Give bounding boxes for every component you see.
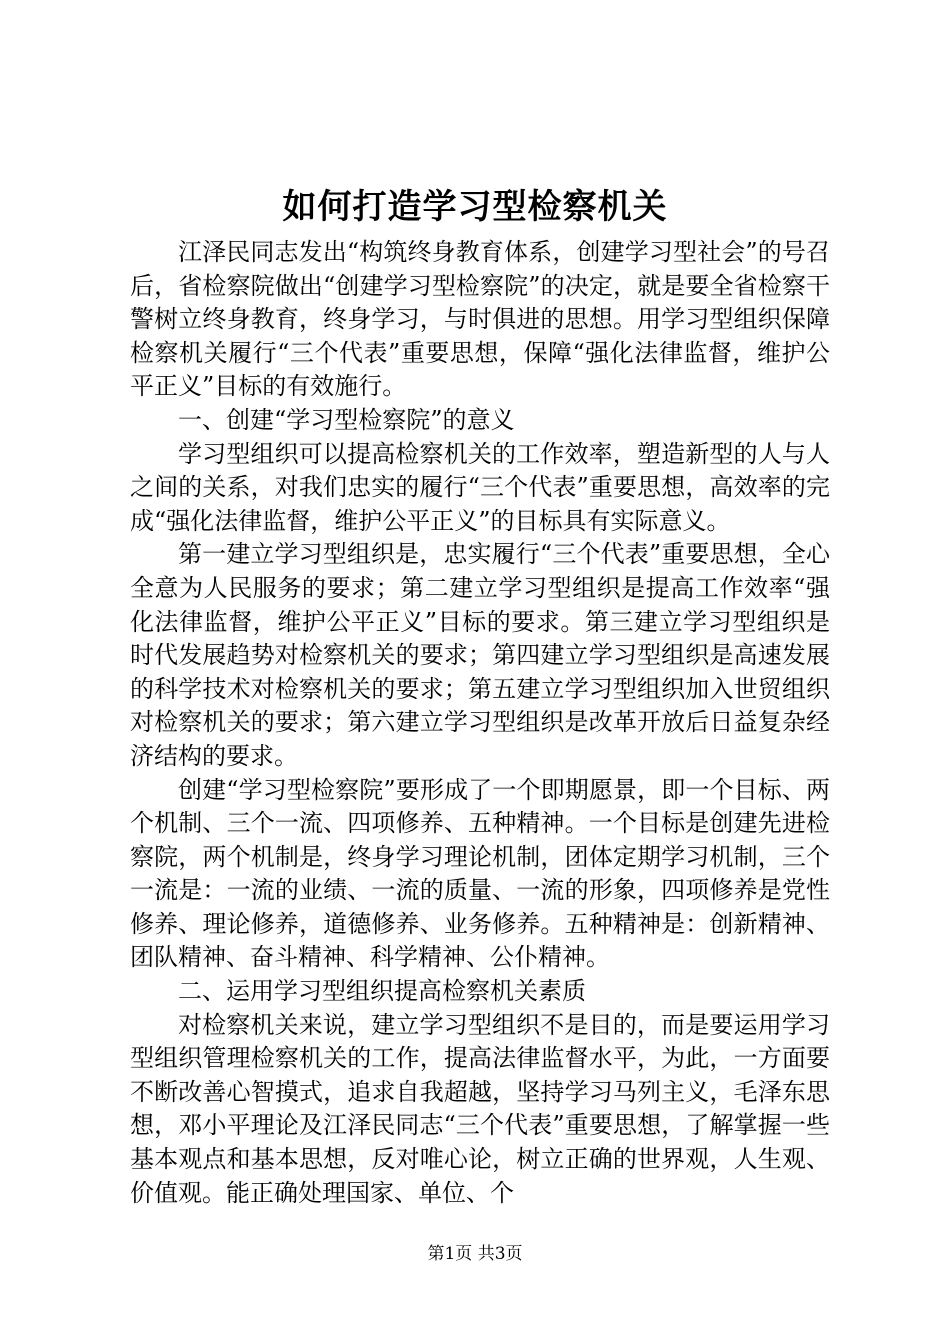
document-body (130, 236, 830, 1210)
section-heading-2: 二、运用学习型组织提高检察机关素质 (178, 977, 586, 1006)
paragraph-application: 对检察机关来说，建立学习型组织不是目的，而是要运用学习型组织管理检察机关的工作，提高法律监督水平，为此，一方面要不断改善心智摸式，追求自我超越，坚持学习马列主义，毛泽东思想，邓小平理论及江泽民同志“三个代表”重要思想，了解掌握一些基本观点和基本思想，反对唯心论，树立正确的世界观，人生观、价值观。能正确处理国家、单位、个 (130, 1010, 830, 1207)
document-title: 如何打造学习型检察机关 (282, 187, 668, 227)
paragraph-intro: 江泽民同志发出“构筑终身教育体系，创建学习型社会”的号召后，省检察院做出“创建学习型检察院”的决定，就是要全省检察干警树立终身教育，终身学习，与时俱进的思想。用学习型组织保障检察机关履行“三个代表”重要思想，保障“强化法律监督，维护公平正义”目标的有效施行。 (130, 238, 830, 401)
section-heading-1: 一、创建“学习型检察院”的意义 (178, 405, 515, 434)
paragraph-vision: 创建“学习型检察院”要形成了一个即期愿景，即一个目标、两个机制、三个一流、四项修养、五种精神。一个目标是创建先进检察院，两个机制是，终身学习理论机制，团体定期学习机制，三个一流是：一流的业绩、一流的质量、一流的形象，四项修养是党性修养、理论修养，道德修养、业务修养。五种精神是：创新精神、团队精神、奋斗精神、科学精神、公仆精神。 (130, 775, 830, 972)
paragraph-requirements: 第一建立学习型组织是，忠实履行“三个代表”重要思想，全心全意为人民服务的要求；第二建立学习型组织是提高工作效率“强化法律监督，维护公平正义”目标的要求。第三建立学习型组织是时代发展趋势对检察机关的要求；第四建立学习型组织是高速发展的科学技术对检察机关的要求；第五建立学习型组织加入世贸组织对检察机关的要求；第六建立学习型组织是改革开放后日益复杂经济结构的要求。 (130, 540, 830, 770)
paragraph-significance: 学习型组织可以提高检察机关的工作效率，塑造新型的人与人之间的关系，对我们忠实的履行“三个代表”重要思想，高效率的完成“强化法律监督，维护公平正义”的目标具有实际意义。 (130, 439, 830, 535)
page-number-footer: 第1页 共3页 (427, 1244, 523, 1264)
